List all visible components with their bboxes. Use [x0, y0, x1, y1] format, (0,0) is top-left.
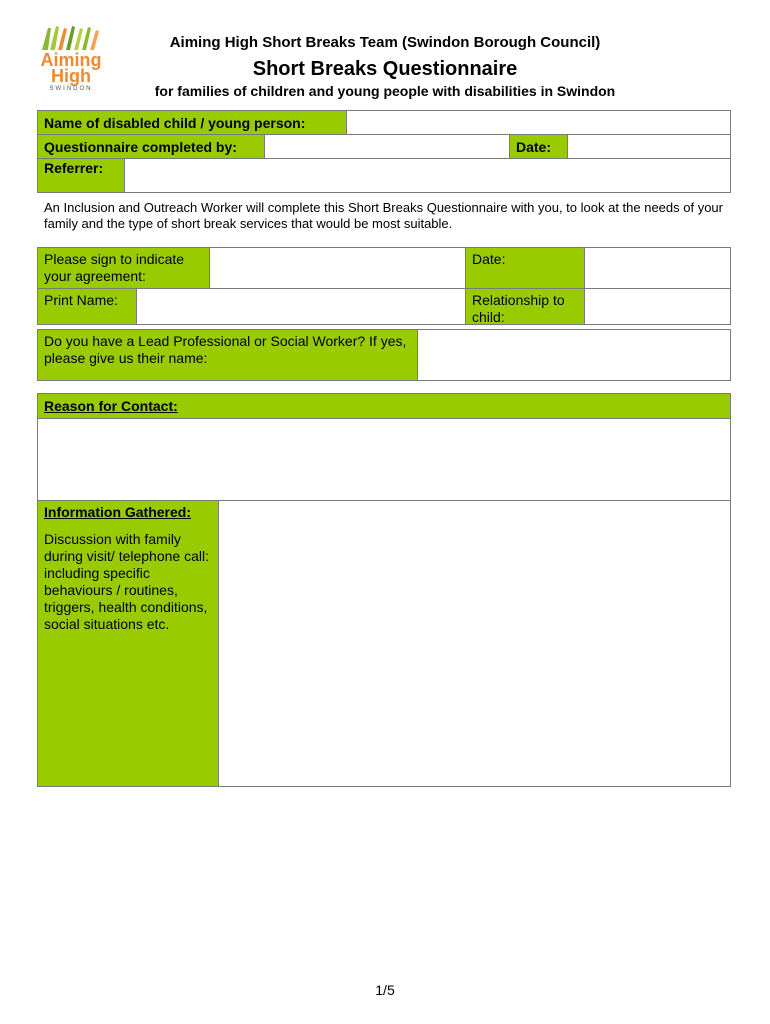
referrer-field[interactable]: [124, 158, 731, 193]
completed-by-label: Questionnaire completed by:: [37, 134, 265, 159]
information-gathered-label: Information Gathered:: [44, 504, 192, 520]
agreement-date-field[interactable]: [584, 247, 731, 289]
referrer-label: Referrer:: [37, 158, 125, 193]
organisation-name: Aiming High Short Breaks Team (Swindon Borough Council): [169, 34, 601, 51]
lead-professional-label: Do you have a Lead Professional or Social Worker? If yes, please give us their name:: [37, 329, 418, 381]
sign-label: Please sign to indicate your agreement:: [37, 247, 210, 289]
date-field[interactable]: [567, 134, 731, 159]
child-name-label: Name of disabled child / young person:: [37, 110, 347, 135]
agreement-date-label: Date:: [465, 247, 585, 289]
reason-for-contact-label: Reason for Contact:: [44, 398, 178, 414]
print-name-field[interactable]: [136, 288, 466, 325]
signature-field[interactable]: [209, 247, 466, 289]
page-number: 1/5: [375, 982, 395, 998]
page-subtitle: for families of children and young people with disabilities in Swindon: [154, 83, 616, 99]
relationship-label: Relationship to child:: [465, 288, 585, 325]
date-label: Date:: [509, 134, 568, 159]
logo-wordmark: Aiming High: [40, 50, 102, 86]
information-gathered-label-cell: [37, 500, 219, 787]
relationship-field[interactable]: [584, 288, 731, 325]
print-name-label: Print Name:: [37, 288, 137, 325]
logo-subtitle: SWINDON: [49, 86, 93, 92]
reason-for-contact-field[interactable]: [37, 418, 731, 501]
information-gathered-field[interactable]: [218, 500, 731, 787]
completed-by-field[interactable]: [264, 134, 510, 159]
information-gathered-description: Discussion with family during visit/ telephone call: including specific behaviours / routines, triggers, health conditions, social situations etc.: [44, 531, 209, 632]
lead-professional-field[interactable]: [417, 329, 731, 381]
page-title: Short Breaks Questionnaire: [252, 58, 518, 80]
reason-for-contact-header: [37, 393, 731, 419]
intro-text: An Inclusion and Outreach Worker will complete this Short Breaks Questionnaire with you, to look at the needs of your family and the type of short break services that would be most suitable.: [44, 200, 723, 231]
child-name-field[interactable]: [346, 110, 731, 135]
